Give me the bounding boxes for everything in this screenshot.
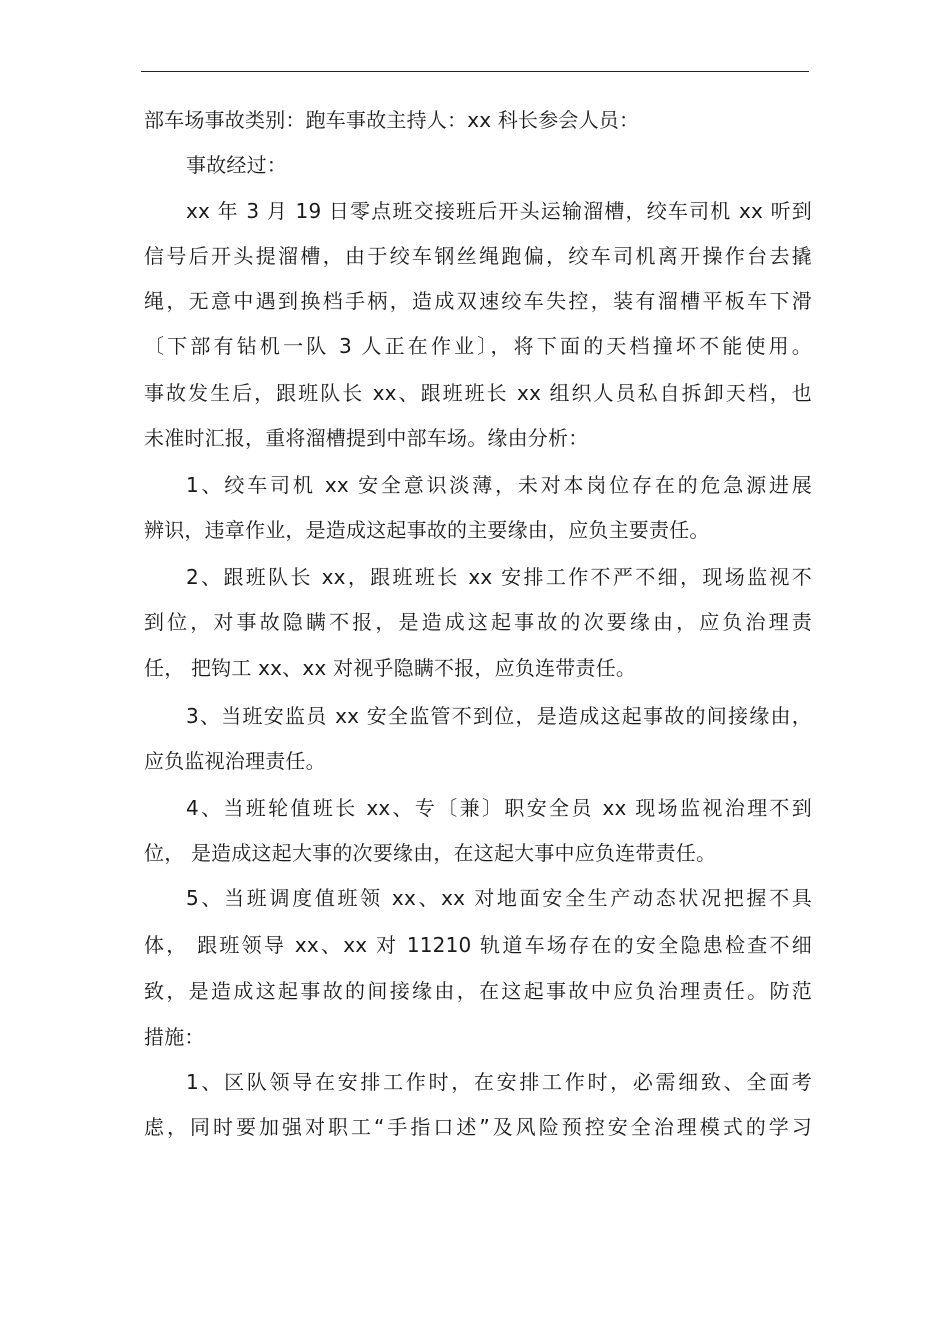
text-line: 到位，对事故隐瞒不报，是造成这起事故的次要缘由，应负治理责 [144,610,812,634]
text-line: 1、绞车司机 xx 安全意识淡薄，未对本岗位存在的危急源进展 [186,473,812,497]
text-line: 位， 是造成这起大事的次要缘由，在这起大事中应负连带责任。 [144,841,717,865]
section-heading-accident-process: 事故经过： [186,153,287,177]
text-line: 事故发生后，跟班队长 xx、跟班班长 xx 组织人员私自拆卸天档，也 [144,381,812,405]
text-line: 致，是造成这起事故的间接缘由，在这起事故中应负治理责任。防范 [144,979,812,1003]
text-line: 4、当班轮值班长 xx、专〔兼〕职安全员 xx 现场监视治理不到 [186,796,812,820]
text-line: 〔下部有钻机一队 3 人正在作业〕，将下面的天档撞坏不能使用。 [144,334,812,358]
text-line: 信号后开头提溜槽，由于绞车钢丝绳跑偏，绞车司机离开操作台去撬 [144,244,812,268]
text-line: 未准时汇报，重将溜槽提到中部车场。缘由分析： [144,426,589,450]
text-line: 5、当班调度值班领 xx、xx 对地面安全生产动态状况把握不具 [186,886,812,910]
text-line: 3、当班安监员 xx 安全监管不到位，是造成这起事故的间接缘由， [186,704,812,728]
section-heading-measures: 措施： [144,1025,205,1049]
text-line: 辨识，违章作业，是造成这起事故的主要缘由，应负主要责任。 [144,518,710,542]
text-line: 绳，无意中遇到换档手柄，造成双速绞车失控，装有溜槽平板车下滑 [144,289,812,313]
header-rule [141,71,809,72]
text-line: 应负监视治理责任。 [144,749,326,773]
text-line: xx 年 3 月 19 日零点班交接班后开头运输溜槽，绞车司机 xx 听到 [186,199,812,223]
text-line: 部车场事故类别：跑车事故主持人：xx 科长参会人员： [144,108,640,132]
text-line: 虑，同时要加强对职工“手指口述”及风险预控安全治理模式的学习 [144,1115,812,1139]
text-line: 2、跟班队长 xx，跟班班长 xx 安排工作不严不细，现场监视不 [186,565,812,589]
text-line: 任， 把钩工 xx、xx 对视乎隐瞒不报，应负连带责任。 [144,656,637,680]
text-line: 体， 跟班领导 xx、xx 对 11210 轨道车场存在的安全隐患检查不细 [144,933,812,957]
text-line: 1、区队领导在安排工作时，在安排工作时，必需细致、全面考 [186,1070,812,1094]
